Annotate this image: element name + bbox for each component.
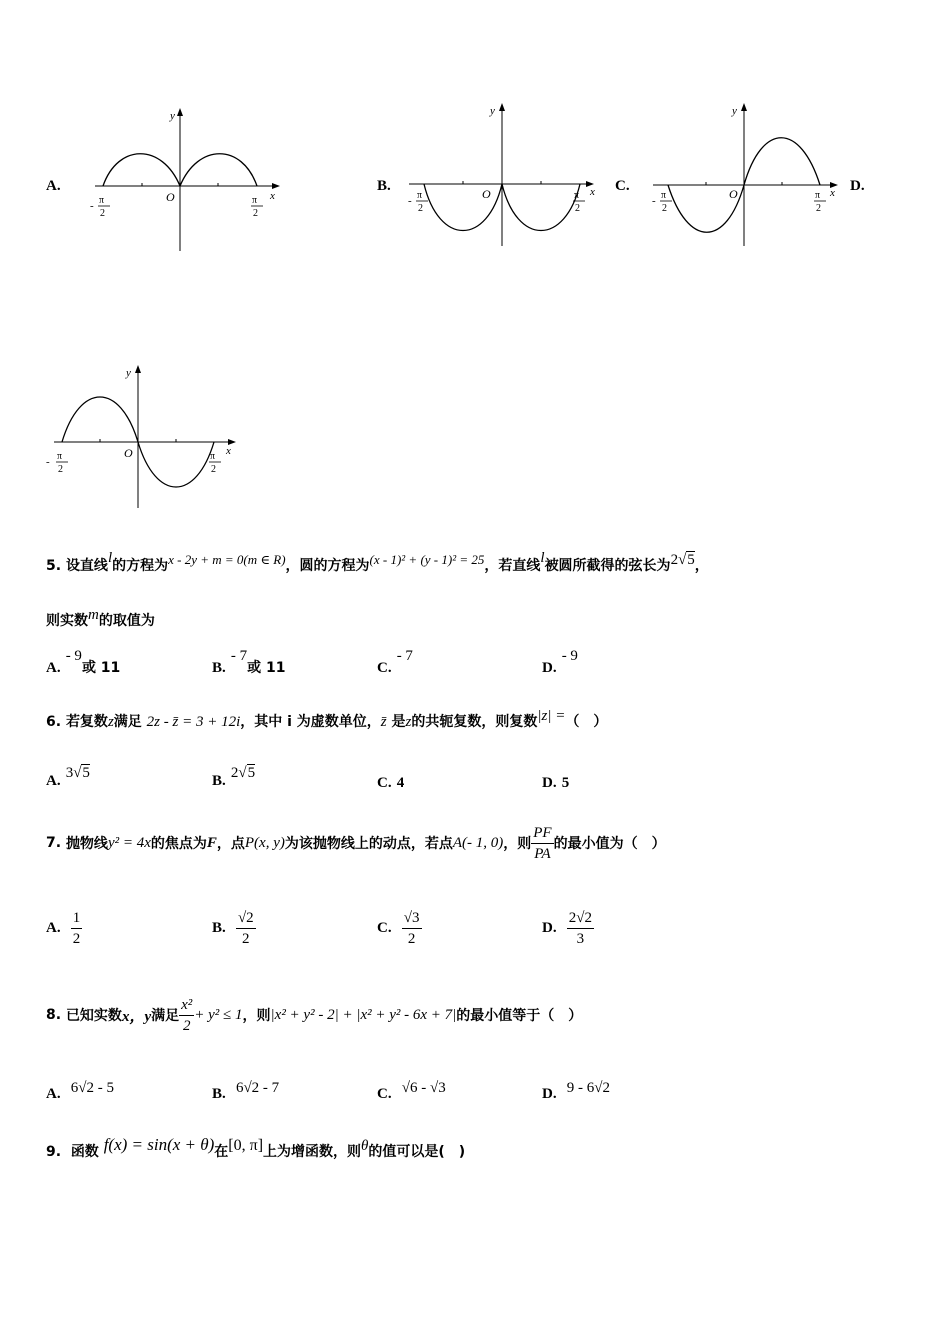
svg-text:-: - bbox=[46, 456, 50, 468]
q7-option-a[interactable]: A. $\frac{1}{2}$ bbox=[46, 910, 81, 947]
svg-text:2: 2 bbox=[211, 464, 216, 475]
neg-sign: - bbox=[90, 200, 94, 212]
two-den: 2 bbox=[100, 208, 105, 219]
q8-option-a[interactable]: A. 6√2 - 5 bbox=[46, 1080, 114, 1102]
q6-option-a[interactable]: A. 3√5 bbox=[46, 765, 90, 789]
q5-option-a[interactable]: A. - 9或 11 bbox=[46, 648, 121, 676]
q6-option-c[interactable]: C. 4 bbox=[377, 775, 405, 791]
origin-label: O bbox=[729, 187, 738, 201]
q5-option-d[interactable]: D. - 9 bbox=[542, 648, 578, 676]
option-c-label[interactable]: C. bbox=[615, 178, 630, 194]
q6-option-d[interactable]: D. 5 bbox=[542, 775, 570, 791]
svg-text:2: 2 bbox=[418, 203, 423, 214]
graph-d bbox=[46, 362, 246, 512]
svg-text:2: 2 bbox=[58, 464, 63, 475]
svg-text:2: 2 bbox=[816, 203, 821, 214]
q7-option-d[interactable]: D. $\frac{2√2}{3}$ bbox=[542, 910, 592, 947]
q8-option-c[interactable]: C. √6 - √3 bbox=[377, 1080, 446, 1102]
graph-b bbox=[404, 100, 604, 250]
svg-text:π: π bbox=[574, 190, 580, 201]
q8-option-b[interactable]: B. 6√2 - 7 bbox=[212, 1080, 280, 1102]
graph-a bbox=[90, 105, 290, 255]
q7-option-c[interactable]: C. $\frac{√3}{2}$ bbox=[377, 910, 420, 947]
origin-label: O bbox=[166, 190, 175, 204]
svg-text:-: - bbox=[408, 195, 412, 207]
question-6: 6. 若复数z满足 2z - z̄ = 3 + 12i，其中 i 为虚数单位，z̄ 是z的共轭复数，则复数|z| =（ ） bbox=[46, 708, 608, 730]
y-label: y bbox=[490, 105, 495, 117]
q7-option-b[interactable]: B. $\frac{√2}{2}$ bbox=[212, 910, 254, 947]
y-label: y bbox=[170, 110, 175, 122]
x-label: x bbox=[830, 187, 835, 199]
q5-option-c[interactable]: C. - 7 bbox=[377, 648, 413, 676]
y-axis-arrow bbox=[177, 108, 183, 116]
question-5: 5. 设直线l的方程为x - 2y + m = 0(m ∈ R)，圆的方程为(x - 1)² + (y - 1)² = 25，若直线l被圆所截得的弦长为2√5， bbox=[46, 550, 709, 574]
x-label: x bbox=[226, 445, 231, 457]
x-label: x bbox=[590, 186, 595, 198]
q5-option-b[interactable]: B. - 7或 11 bbox=[212, 648, 286, 676]
pi-num: π bbox=[99, 195, 105, 206]
question-8: 8. 已知实数 x，y 满足 $\frac{\text{x²}}{2}$ + y² ≤ 1 ，则 |x² + y² - 2| + |x² + y² - 6x + 7| 的最小值等于（ ） bbox=[46, 996, 583, 1034]
svg-text:π: π bbox=[661, 190, 667, 201]
x-axis-arrow bbox=[272, 183, 280, 189]
svg-text:π: π bbox=[210, 451, 216, 462]
q6-option-b[interactable]: B. 2√5 bbox=[212, 765, 256, 789]
origin-label: O bbox=[482, 187, 491, 201]
two-den: 2 bbox=[253, 208, 258, 219]
origin-label: O bbox=[124, 446, 133, 460]
option-a-label[interactable]: A. bbox=[46, 178, 61, 194]
x-label: x bbox=[270, 190, 275, 202]
svg-text:2: 2 bbox=[662, 203, 667, 214]
pi-num: π bbox=[252, 195, 258, 206]
y-label: y bbox=[126, 367, 131, 379]
option-d-label[interactable]: D. bbox=[850, 178, 865, 194]
question-9: 9. 函数 f(x) = sin(x + θ)在[0, π]上为增函数，则θ的值可以是( ) bbox=[46, 1135, 466, 1160]
question-5-line2: 则实数m的取值为 bbox=[46, 607, 155, 629]
option-b-label[interactable]: B. bbox=[377, 178, 391, 194]
question-7: 7. 抛物线 y² = 4x 的焦点为 F ，点 P(x, y) 为该抛物线上的动点，若点 A(- 1, 0) ，则 $\frac{PF}{PA}$ 的最小值为（ ） bbox=[46, 824, 666, 862]
y-label: y bbox=[732, 105, 737, 117]
graph-c bbox=[648, 100, 848, 250]
svg-text:π: π bbox=[57, 451, 63, 462]
svg-text:π: π bbox=[417, 190, 423, 201]
svg-text:-: - bbox=[652, 195, 656, 207]
svg-text:π: π bbox=[815, 190, 821, 201]
svg-text:2: 2 bbox=[575, 203, 580, 214]
q8-option-d[interactable]: D. 9 - 6√2 bbox=[542, 1080, 610, 1102]
